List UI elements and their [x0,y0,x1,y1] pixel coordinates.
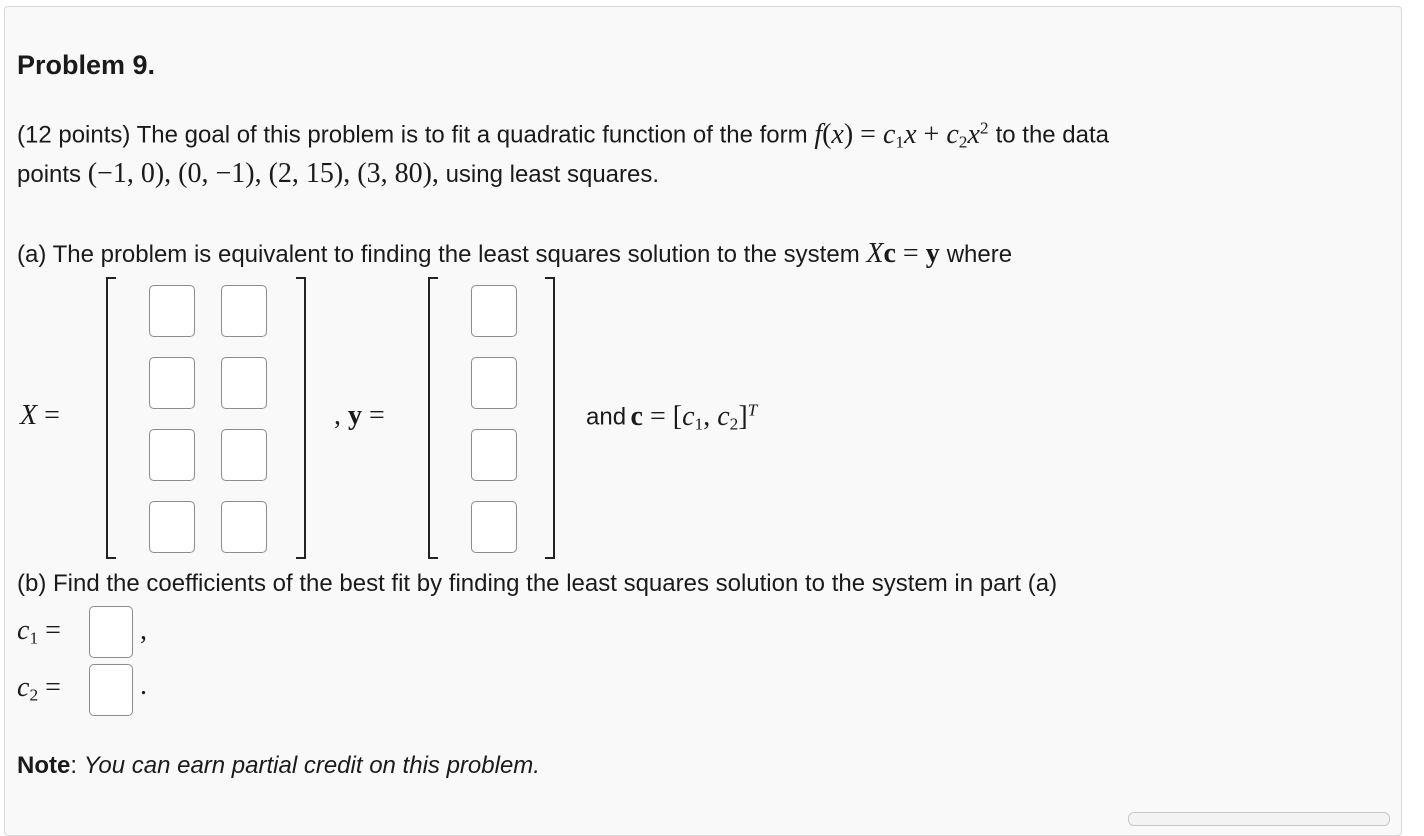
y-vector-cell-4[interactable] [471,501,517,553]
c2-trailing-period: . [140,670,147,701]
part-a-text [17,238,1012,270]
data-points: (−1, 0), (0, −1), (2, 15), (3, 80), [87,158,439,189]
x-matrix-label: X = [20,400,60,431]
problem-title: Problem 9. [17,50,156,80]
x-matrix-cell-r1c2[interactable] [221,285,267,337]
y-vector-left-bracket [428,277,438,559]
c-vector-definition [586,400,757,434]
y-vector-cell-2[interactable] [471,357,517,409]
function-formula: $f(x) = c_1x + c_2x^2$ [814,118,989,151]
part-b-text: (b) Find the coefficients of the best fit by finding the least squares solution to the system in part (a) [17,570,1058,597]
c-vector-formula: $c = [c_1$, $c_2]^T$ [630,400,758,433]
c1-label: $c_1$ = [17,615,61,648]
intro-text: (12 points) The goal of this problem is to fit a quadratic function of the form [17,121,808,149]
problem-intro-line2 [17,158,659,190]
y-vector-right-bracket [545,277,555,559]
problem-intro-line1 [17,118,1109,152]
y-vector-cell-1[interactable] [471,285,517,337]
c1-trailing-comma: , [140,615,147,646]
intro-text-suffix: to the data [995,121,1110,149]
bottom-button-edge[interactable] [1128,812,1390,826]
x-matrix-left-bracket [106,277,116,559]
x-matrix-cell-r2c1[interactable] [149,357,195,409]
points-suffix: using least squares. [445,161,660,188]
c1-answer-input[interactable] [89,606,133,658]
c2-label: $c_2$ = [17,672,61,705]
points-label: points [17,161,82,188]
x-matrix-cell-r2c2[interactable] [221,357,267,409]
note-text: You can earn partial credit on this problem. [83,752,540,779]
system-equation: Xc = y [866,238,940,269]
x-matrix-right-bracket [296,277,306,559]
x-matrix-cell-r4c2[interactable] [221,501,267,553]
part-a-suffix: where [946,241,1013,268]
y-vector-label: , y = [334,400,385,431]
note [17,752,540,780]
note-colon: : [70,752,78,779]
y-vector-cell-3[interactable] [471,429,517,481]
part-a-prefix: (a) The problem is equivalent to finding the least squares solution to the system [17,241,860,268]
note-label: Note [17,752,71,779]
and-text: and [586,403,627,431]
x-matrix-cell-r4c1[interactable] [149,501,195,553]
c2-answer-input[interactable] [89,664,133,716]
x-matrix-cell-r3c1[interactable] [149,429,195,481]
x-matrix-cell-r1c1[interactable] [149,285,195,337]
x-matrix-cell-r3c2[interactable] [221,429,267,481]
